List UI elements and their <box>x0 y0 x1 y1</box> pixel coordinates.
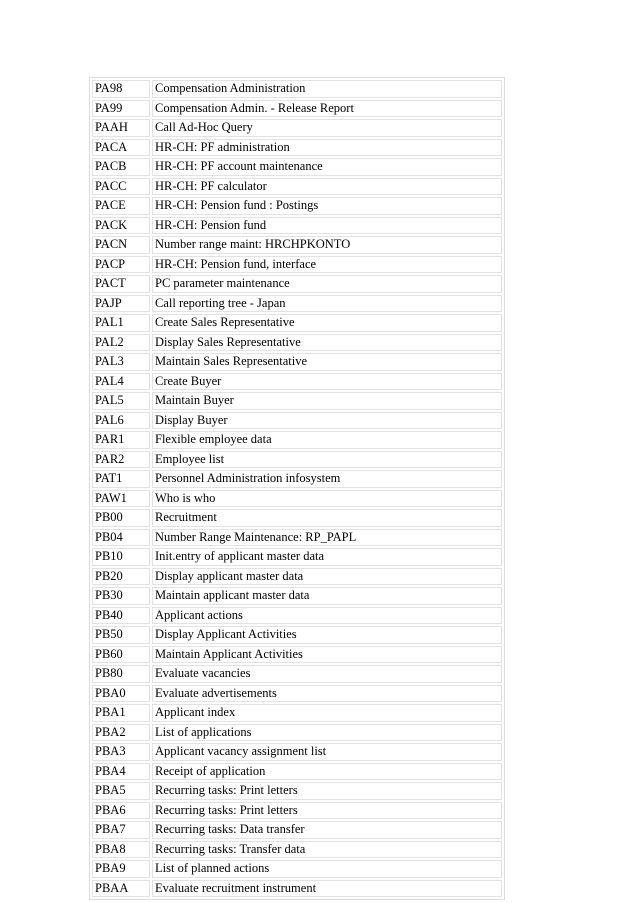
transaction-code-cell: PACA <box>92 139 150 157</box>
description-cell: HR-CH: PF account maintenance <box>152 158 502 176</box>
description-cell: Evaluate advertisements <box>152 685 502 703</box>
description-cell: Maintain Sales Representative <box>152 353 502 371</box>
table-row <box>92 763 502 781</box>
description-cell: Create Sales Representative <box>152 314 502 332</box>
description-cell: Number range maint: HRCHPKONTO <box>152 236 502 254</box>
table-row <box>92 704 502 722</box>
description-cell: Applicant index <box>152 704 502 722</box>
table-row <box>92 100 502 118</box>
description-cell: Applicant vacancy assignment list <box>152 743 502 761</box>
description-cell: Maintain Applicant Activities <box>152 646 502 664</box>
description-cell: Display applicant master data <box>152 568 502 586</box>
transaction-code-cell: PACC <box>92 178 150 196</box>
table-row <box>92 314 502 332</box>
table-row <box>92 685 502 703</box>
transaction-code-cell: PBA6 <box>92 802 150 820</box>
transaction-code-cell: PA98 <box>92 80 150 98</box>
transaction-code-cell: PB10 <box>92 548 150 566</box>
table-row <box>92 821 502 839</box>
table-row <box>92 373 502 391</box>
table-row <box>92 880 502 898</box>
transaction-code-cell: PACT <box>92 275 150 293</box>
table-row <box>92 782 502 800</box>
transaction-code-cell: PBA4 <box>92 763 150 781</box>
table-row <box>92 724 502 742</box>
table-row <box>92 295 502 313</box>
table-row <box>92 334 502 352</box>
table-row <box>92 431 502 449</box>
description-cell: HR-CH: Pension fund, interface <box>152 256 502 274</box>
transaction-code-cell: PBA8 <box>92 841 150 859</box>
table-row <box>92 236 502 254</box>
table-row <box>92 860 502 878</box>
table-row <box>92 529 502 547</box>
transaction-code-cell: PBA1 <box>92 704 150 722</box>
transaction-code-cell: PBA0 <box>92 685 150 703</box>
transaction-code-table <box>89 77 505 900</box>
description-cell: Create Buyer <box>152 373 502 391</box>
transaction-code-cell: PA99 <box>92 100 150 118</box>
table-row <box>92 626 502 644</box>
description-cell: Applicant actions <box>152 607 502 625</box>
table-row <box>92 158 502 176</box>
table-row <box>92 490 502 508</box>
transaction-code-cell: PAL4 <box>92 373 150 391</box>
table-row <box>92 353 502 371</box>
description-cell: Call Ad-Hoc Query <box>152 119 502 137</box>
table-row <box>92 470 502 488</box>
transaction-code-cell: PAL2 <box>92 334 150 352</box>
transaction-code-cell: PAT1 <box>92 470 150 488</box>
table-row <box>92 275 502 293</box>
table-row <box>92 197 502 215</box>
transaction-code-cell: PACP <box>92 256 150 274</box>
table-body <box>92 80 502 897</box>
transaction-code-cell: PB40 <box>92 607 150 625</box>
table-row <box>92 743 502 761</box>
description-cell: Display Buyer <box>152 412 502 430</box>
description-cell: Init.entry of applicant master data <box>152 548 502 566</box>
transaction-code-cell: PB20 <box>92 568 150 586</box>
table-row <box>92 178 502 196</box>
description-cell: HR-CH: PF calculator <box>152 178 502 196</box>
description-cell: Personnel Administration infosystem <box>152 470 502 488</box>
transaction-code-cell: PB50 <box>92 626 150 644</box>
transaction-code-cell: PAL5 <box>92 392 150 410</box>
description-cell: Compensation Administration <box>152 80 502 98</box>
description-cell: Call reporting tree - Japan <box>152 295 502 313</box>
transaction-code-cell: PAR2 <box>92 451 150 469</box>
transaction-code-cell: PBA2 <box>92 724 150 742</box>
table-row <box>92 568 502 586</box>
description-cell: Maintain Buyer <box>152 392 502 410</box>
description-cell: Number Range Maintenance: RP_PAPL <box>152 529 502 547</box>
description-cell: Recruitment <box>152 509 502 527</box>
description-cell: Maintain applicant master data <box>152 587 502 605</box>
transaction-code-cell: PBA5 <box>92 782 150 800</box>
transaction-code-cell: PAL3 <box>92 353 150 371</box>
table-row <box>92 665 502 683</box>
description-cell: Display Applicant Activities <box>152 626 502 644</box>
table-row <box>92 646 502 664</box>
transaction-code-cell: PAL6 <box>92 412 150 430</box>
transaction-code-cell: PB04 <box>92 529 150 547</box>
transaction-code-cell: PB30 <box>92 587 150 605</box>
table-row <box>92 217 502 235</box>
transaction-code-cell: PAW1 <box>92 490 150 508</box>
table-row <box>92 587 502 605</box>
transaction-code-cell: PAL1 <box>92 314 150 332</box>
table-row <box>92 392 502 410</box>
description-cell: Recurring tasks: Print letters <box>152 782 502 800</box>
description-cell: Recurring tasks: Transfer data <box>152 841 502 859</box>
transaction-code-cell: PAJP <box>92 295 150 313</box>
transaction-code-cell: PBA7 <box>92 821 150 839</box>
table-row <box>92 607 502 625</box>
transaction-code-cell: PACE <box>92 197 150 215</box>
table-row <box>92 451 502 469</box>
transaction-code-cell: PACB <box>92 158 150 176</box>
table-row <box>92 841 502 859</box>
description-cell: Employee list <box>152 451 502 469</box>
transaction-code-cell: PBAA <box>92 880 150 898</box>
description-cell: Receipt of application <box>152 763 502 781</box>
transaction-code-cell: PACN <box>92 236 150 254</box>
table-row <box>92 548 502 566</box>
table-row <box>92 139 502 157</box>
transaction-code-cell: PB80 <box>92 665 150 683</box>
description-cell: HR-CH: Pension fund <box>152 217 502 235</box>
transaction-code-cell: PB60 <box>92 646 150 664</box>
description-cell: Flexible employee data <box>152 431 502 449</box>
table-row <box>92 80 502 98</box>
description-cell: List of applications <box>152 724 502 742</box>
description-cell: List of planned actions <box>152 860 502 878</box>
description-cell: PC parameter maintenance <box>152 275 502 293</box>
transaction-code-cell: PACK <box>92 217 150 235</box>
description-cell: Compensation Admin. - Release Report <box>152 100 502 118</box>
table-row <box>92 412 502 430</box>
description-cell: Evaluate recruitment instrument <box>152 880 502 898</box>
description-cell: Evaluate vacancies <box>152 665 502 683</box>
transaction-code-cell: PB00 <box>92 509 150 527</box>
description-cell: HR-CH: Pension fund : Postings <box>152 197 502 215</box>
description-cell: Who is who <box>152 490 502 508</box>
description-cell: Recurring tasks: Data transfer <box>152 821 502 839</box>
description-cell: Display Sales Representative <box>152 334 502 352</box>
table-row <box>92 256 502 274</box>
table-row <box>92 802 502 820</box>
table-row <box>92 509 502 527</box>
transaction-code-cell: PAAH <box>92 119 150 137</box>
table-row <box>92 119 502 137</box>
transaction-code-cell: PAR1 <box>92 431 150 449</box>
transaction-code-cell: PBA3 <box>92 743 150 761</box>
description-cell: HR-CH: PF administration <box>152 139 502 157</box>
description-cell: Recurring tasks: Print letters <box>152 802 502 820</box>
transaction-code-cell: PBA9 <box>92 860 150 878</box>
